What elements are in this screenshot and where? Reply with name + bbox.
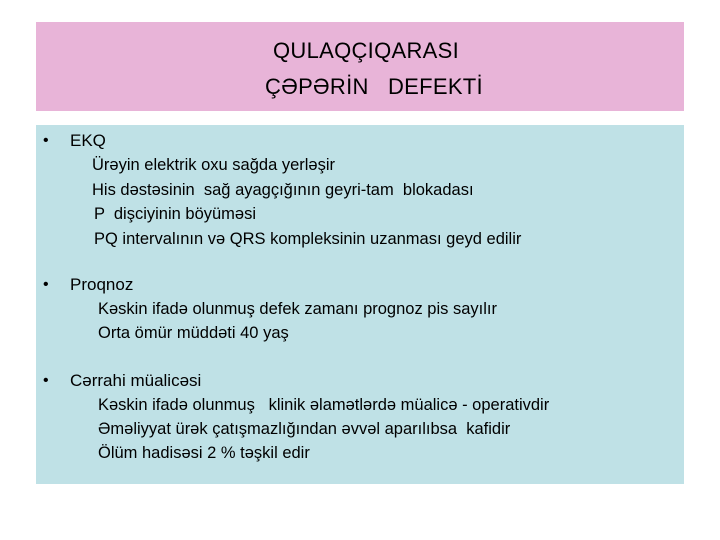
list-item: Əməliyyat ürək çatışmazlığından əvvəl aparılıbsa kafidir <box>98 420 511 438</box>
section-heading: Proqnoz <box>70 275 134 294</box>
content-panel <box>36 125 684 484</box>
section-heading: Cərrahi müalicəsi <box>70 371 202 390</box>
list-item: Ölüm hadisəsi 2 % təşkil edir <box>98 444 310 462</box>
section-heading: EKQ <box>70 131 106 150</box>
bullet: • <box>43 132 49 149</box>
list-item: Kəskin ifadə olunmuş klinik əlamətlərdə müalicə - operativdir <box>98 396 550 414</box>
title-banner <box>36 22 684 111</box>
list-item: P dişciyinin böyüməsi <box>94 205 257 223</box>
title-line-1: QULAQÇIQARASI <box>272 38 460 63</box>
bullet: • <box>43 372 49 389</box>
list-item: Kəskin ifadə olunmuş defek zamanı prognoz pis sayılır <box>98 300 497 318</box>
title-line-2: ÇƏPƏRİN DEFEKTİ <box>265 74 483 99</box>
list-item: Orta ömür müddəti 40 yaş <box>98 324 289 342</box>
list-item: His dəstəsinin sağ ayagçığının geyri-tam blokadası <box>92 181 474 199</box>
list-item: PQ intervalının və QRS kompleksinin uzanması geyd edilir <box>94 230 522 248</box>
bullet: • <box>43 276 49 293</box>
list-item: Ürəyin elektrik oxu sağda yerləşir <box>92 156 336 174</box>
